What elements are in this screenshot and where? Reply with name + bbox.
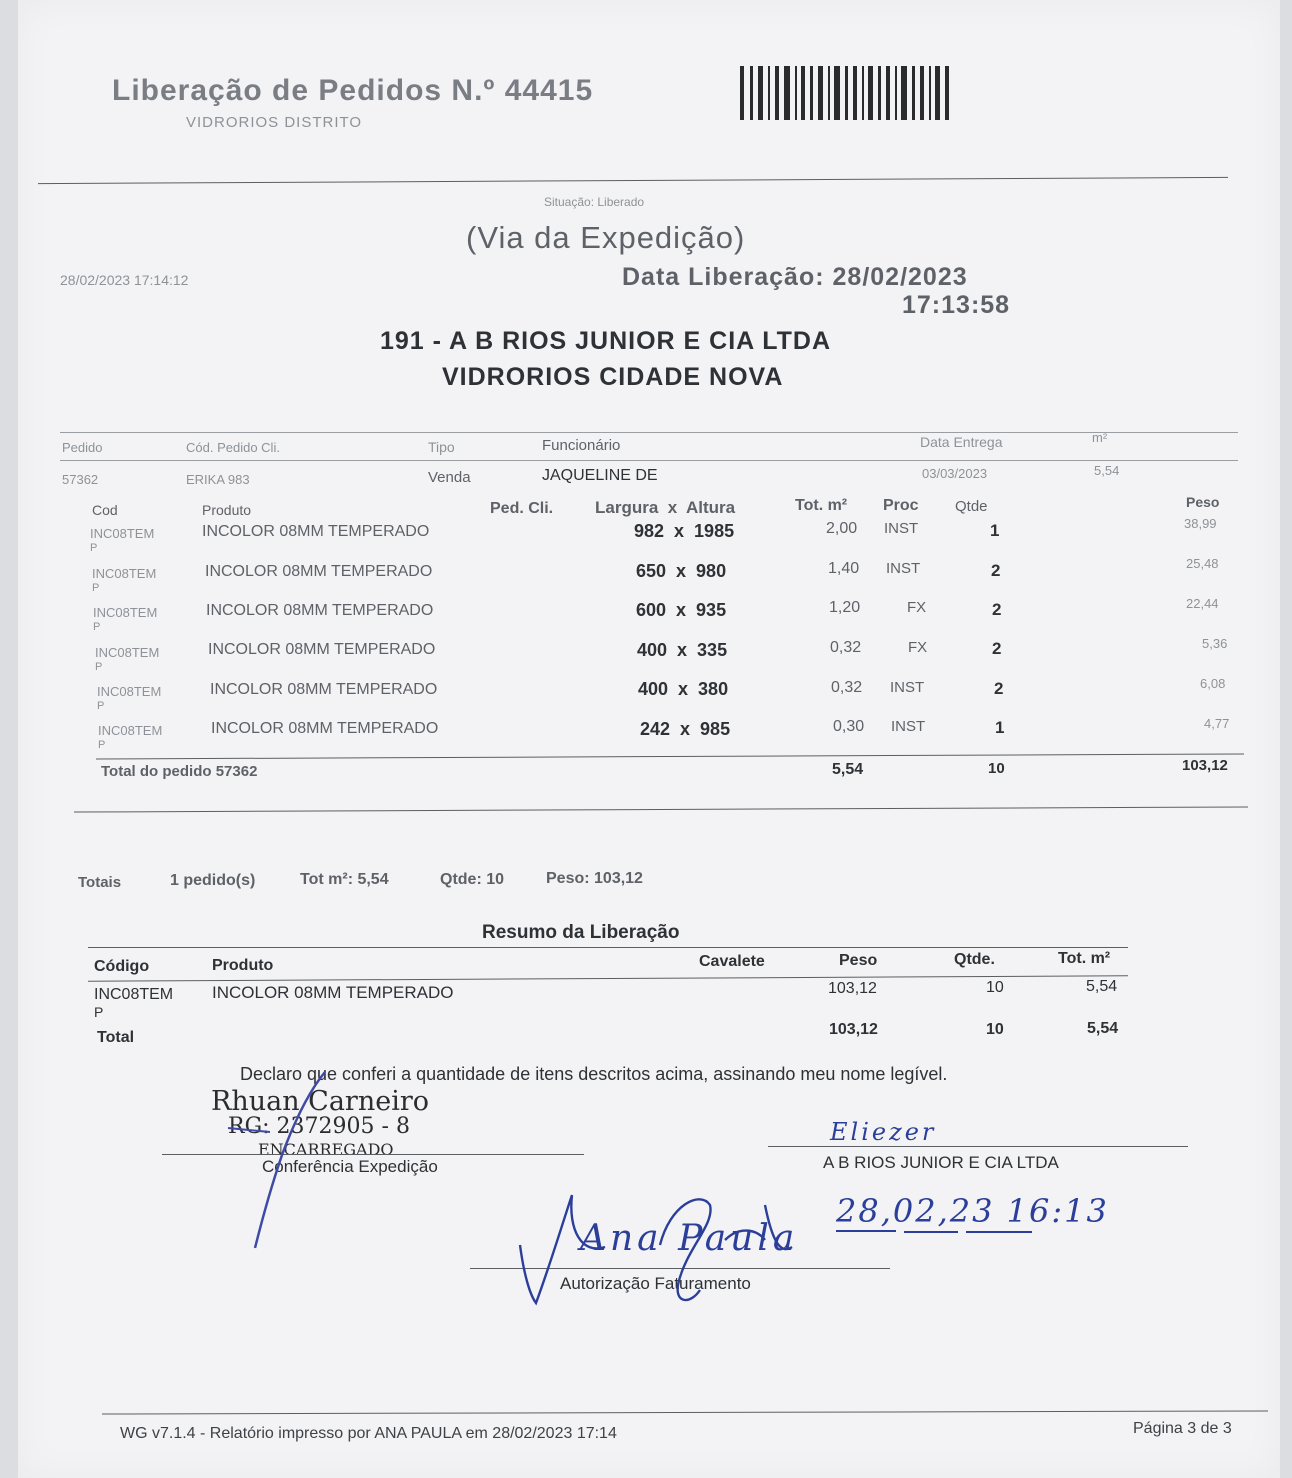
item-peso: 6,08 [1200, 676, 1226, 691]
items-col-produto: Produto [202, 502, 252, 518]
resumo-row-codigo: INC08TEM [94, 986, 174, 1003]
items-col-peso: Peso [1186, 494, 1220, 510]
item-cod: INC08TEM [97, 684, 162, 699]
signature-label-left: Conferência Expedição [262, 1157, 438, 1176]
item-cod: INC08TEM [92, 566, 157, 581]
item-dim: 242 x 985 [640, 719, 731, 739]
col-funcionario: Funcionário [542, 437, 621, 454]
items-col-proc: Proc [883, 497, 919, 514]
item-cod: INC08TEM [90, 526, 155, 541]
resumo-row-qtde: 10 [986, 979, 1004, 996]
data-liberacao-time: 17:13:58 [902, 291, 1011, 319]
items-col-qtde: Qtde [955, 498, 988, 515]
item-peso: 38,99 [1184, 516, 1217, 531]
item-produto: INCOLOR 08MM TEMPERADO [211, 720, 439, 737]
item-qtde: 2 [992, 600, 1002, 619]
resumo-row-codigo-cont: P [94, 1004, 104, 1020]
resumo-col-codigo: Código [94, 958, 150, 975]
stamp-rg: RG: 2372905 - 8 [228, 1114, 410, 1139]
print-timestamp: 28/02/2023 17:14:12 [60, 272, 189, 288]
via-label: (Via da Expedição) [466, 220, 746, 255]
item-dim: 400 x 380 [638, 679, 729, 699]
order-employee: JAQUELINE DE [542, 467, 658, 484]
item-dim: 650 x 980 [636, 561, 727, 581]
item-peso: 25,48 [1186, 556, 1219, 571]
item-tot-m2: 0,30 [833, 718, 865, 735]
item-tot-m2: 1,40 [828, 560, 860, 577]
item-cod-cont: P [95, 661, 103, 673]
col-tipo: Tipo [428, 439, 455, 455]
resumo-total-peso: 103,12 [829, 1021, 878, 1038]
item-qtde: 2 [991, 561, 1001, 580]
stamp-name: Rhuan Carneiro [211, 1086, 430, 1117]
resumo-total-label: Total [97, 1029, 135, 1046]
pen-underline-date [836, 1228, 1156, 1238]
item-proc: INST [891, 718, 926, 735]
totals-m2: Tot m²: 5,54 [300, 871, 389, 888]
item-tot-m2: 1,20 [829, 599, 861, 616]
signature-label-bottom: Autorização Faturamento [560, 1274, 751, 1293]
col-cod-pedido-cli: Cód. Pedido Cli. [186, 440, 280, 455]
handwritten-eliezer: Eliezer [830, 1118, 937, 1146]
item-cod: INC08TEM [95, 645, 160, 660]
item-peso: 5,36 [1202, 636, 1228, 651]
item-peso: 22,44 [1186, 596, 1219, 611]
item-proc: FX [908, 639, 928, 656]
item-produto: INCOLOR 08MM TEMPERADO [208, 641, 436, 658]
signature-scribble-left [200, 1060, 500, 1260]
order-total-m2: 5,54 [832, 761, 864, 778]
resumo-row-produto: INCOLOR 08MM TEMPERADO [212, 983, 454, 1002]
footer-page-number: Página 3 de 3 [1133, 1420, 1232, 1437]
client-name: 191 - A B RIOS JUNIOR E CIA LTDA [380, 327, 832, 355]
item-qtde: 1 [990, 521, 1000, 540]
company-subtitle: VIDRORIOS DISTRITO [186, 114, 363, 131]
items-col-tot-m2: Tot. m² [795, 497, 848, 514]
totals-pedidos: 1 pedido(s) [170, 872, 256, 889]
order-m2: 5,54 [1094, 463, 1120, 478]
resumo-col-tot-m2: Tot. m² [1058, 950, 1111, 967]
item-proc: FX [907, 599, 927, 616]
item-dim: 600 x 935 [636, 600, 727, 620]
signature-scribble-bottom [510, 1185, 810, 1315]
item-qtde: 2 [994, 679, 1004, 698]
item-cod-cont: P [97, 700, 105, 712]
item-proc: INST [890, 679, 925, 696]
items-col-ped-cli: Ped. Cli. [490, 500, 554, 517]
client-branch: VIDRORIOS CIDADE NOVA [442, 363, 784, 391]
item-produto: INCOLOR 08MM TEMPERADO [206, 602, 434, 619]
order-delivery-date: 03/03/2023 [922, 466, 988, 481]
declaration-text: Declaro que conferi a quantidade de itens descritos acima, assinando meu nome legível. [240, 1064, 948, 1084]
resumo-col-produto: Produto [212, 957, 274, 974]
resumo-total-qtde: 10 [986, 1021, 1004, 1038]
resumo-row-peso: 103,12 [828, 980, 877, 997]
col-pedido: Pedido [62, 440, 103, 455]
item-tot-m2: 2,00 [826, 520, 858, 537]
item-cod: INC08TEM [98, 723, 163, 738]
item-cod-cont: P [98, 739, 106, 751]
item-qtde: 2 [992, 639, 1002, 658]
resumo-row-tot-m2: 5,54 [1086, 978, 1118, 995]
item-tot-m2: 0,32 [831, 679, 863, 696]
item-qtde: 1 [995, 718, 1005, 737]
item-produto: INCOLOR 08MM TEMPERADO [210, 681, 438, 698]
situacao-label: Situação: Liberado [544, 195, 645, 209]
resumo-col-qtde: Qtde. [954, 951, 995, 968]
item-proc: INST [886, 560, 921, 577]
item-dim: 982 x 1985 [634, 521, 735, 541]
footer-print-info: WG v7.1.4 - Relatório impresso por ANA PAULA em 28/02/2023 17:14 [120, 1425, 617, 1442]
item-peso: 4,77 [1204, 716, 1230, 731]
handwritten-date: 28,02,23 16:13 [836, 1192, 1109, 1230]
items-col-largura-altura: Largura x Altura [595, 498, 736, 517]
item-cod: INC08TEM [93, 605, 158, 620]
col-data-entrega: Data Entrega [920, 434, 1003, 450]
signature-line-right [768, 1146, 1188, 1147]
totals-label: Totais [78, 874, 122, 891]
resumo-top-line [88, 947, 1128, 948]
item-cod-cont: P [92, 582, 100, 594]
barcode [738, 64, 958, 124]
resumo-col-cavalete: Cavalete [699, 953, 765, 970]
order-total-peso: 103,12 [1182, 757, 1228, 774]
item-cod-cont: P [93, 621, 101, 633]
totals-qtde: Qtde: 10 [440, 871, 505, 888]
order-number: 57362 [62, 472, 99, 487]
data-liberacao: Data Liberação: 28/02/2023 [622, 263, 968, 291]
totals-peso: Peso: 103,12 [546, 870, 643, 887]
order-header-mid [60, 460, 1238, 461]
order-client-code: ERIKA 983 [186, 472, 250, 487]
order-type: Venda [428, 469, 471, 486]
resumo-title: Resumo da Liberação [482, 922, 680, 943]
document-title: Liberação de Pedidos N.º 44415 [112, 74, 594, 107]
item-cod-cont: P [90, 542, 98, 554]
order-total-label: Total do pedido 57362 [101, 763, 258, 780]
col-m2: m² [1092, 430, 1108, 445]
item-proc: INST [884, 520, 919, 537]
item-tot-m2: 0,32 [830, 639, 862, 656]
items-col-cod: Cod [92, 502, 118, 518]
order-total-qtde: 10 [988, 760, 1005, 777]
signature-label-right: A B RIOS JUNIOR E CIA LTDA [823, 1153, 1059, 1172]
item-dim: 400 x 335 [637, 640, 728, 660]
resumo-col-peso: Peso [839, 952, 878, 969]
stamp-role: ENCARREGADO [258, 1140, 394, 1159]
item-produto: INCOLOR 08MM TEMPERADO [205, 563, 433, 580]
item-produto: INCOLOR 08MM TEMPERADO [202, 523, 430, 540]
handwritten-ana-paula: Ana Paula [580, 1218, 799, 1259]
order-header-top [60, 432, 1238, 433]
resumo-total-tot-m2: 5,54 [1087, 1020, 1119, 1037]
